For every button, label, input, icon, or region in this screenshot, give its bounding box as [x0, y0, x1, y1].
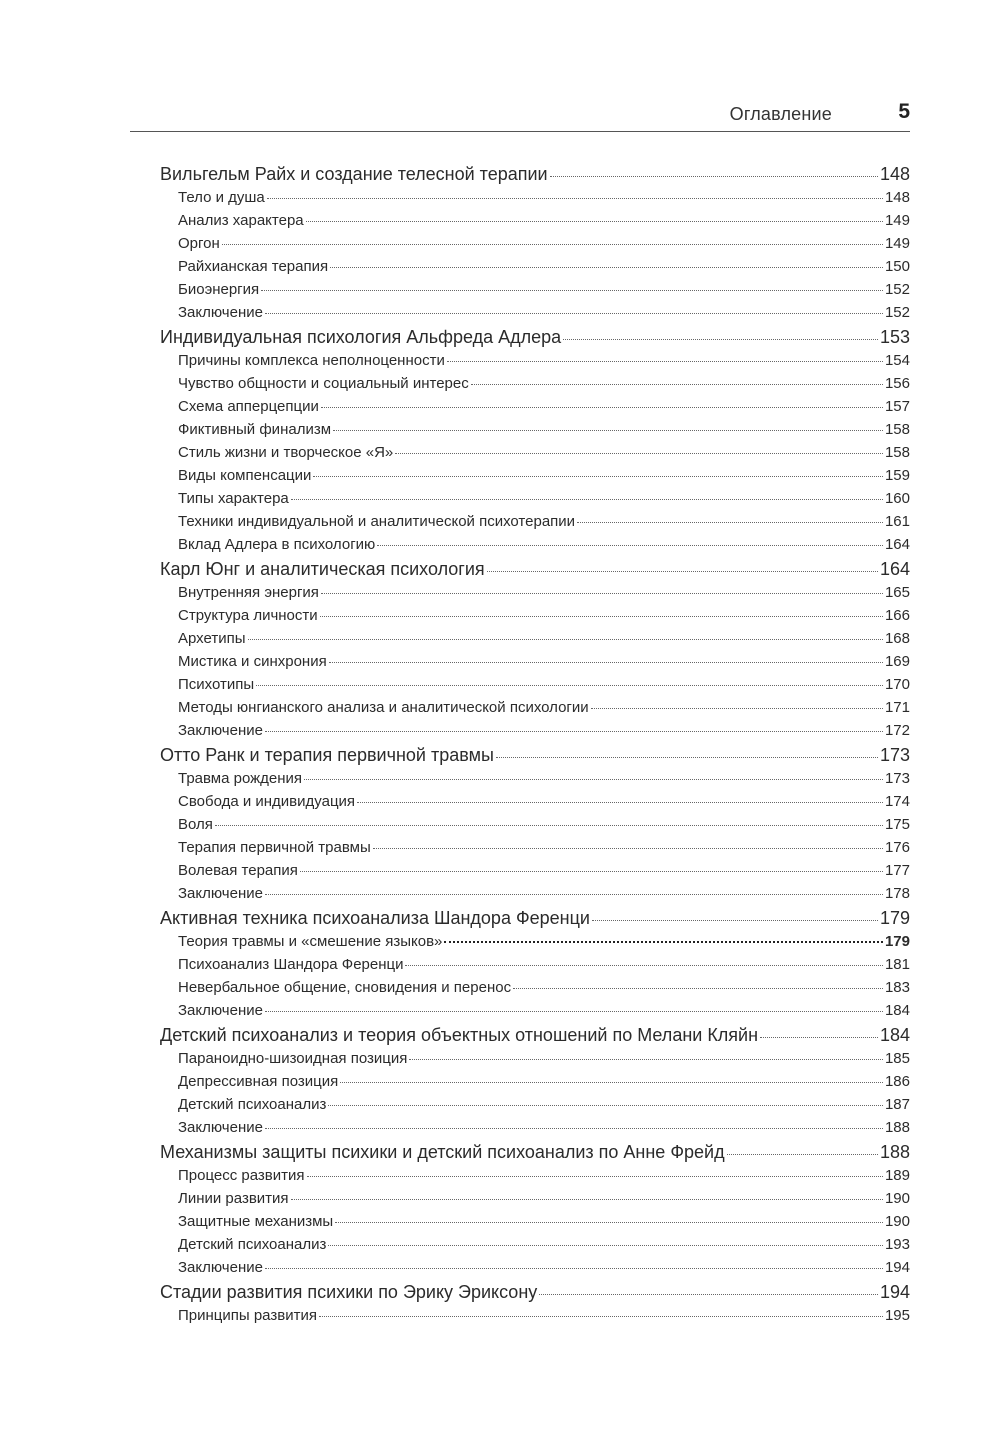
- toc-entry-page: 190: [884, 1190, 910, 1207]
- toc-chapter-entry[interactable]: [160, 745, 910, 770]
- toc-entry-title: Методы юнгианского анализа и аналитической психологии: [178, 699, 589, 716]
- toc-entry-title: Техники индивидуальной и аналитической психотерапии: [178, 513, 576, 530]
- toc-section-entry[interactable]: [160, 375, 910, 398]
- toc-entry-page: 188: [884, 1119, 910, 1136]
- dot-leader: [395, 453, 883, 454]
- toc-section-entry[interactable]: [160, 189, 910, 212]
- toc-chapter-entry[interactable]: [160, 908, 910, 933]
- dot-leader: [291, 1199, 883, 1200]
- header-rule: [130, 131, 910, 132]
- toc-chapter-entry[interactable]: [160, 164, 910, 189]
- toc-section-entry[interactable]: [160, 1213, 910, 1236]
- toc-entry-title: Психотипы: [178, 676, 255, 693]
- toc-section-entry[interactable]: [160, 885, 910, 908]
- toc-entry-page: 169: [884, 653, 910, 670]
- dot-leader: [760, 1037, 878, 1038]
- dot-leader: [727, 1154, 878, 1155]
- dot-leader: [328, 1245, 883, 1246]
- toc-entry-page: 156: [884, 375, 910, 392]
- toc-section-entry[interactable]: [160, 212, 910, 235]
- dot-leader: [304, 779, 883, 780]
- toc-entry-title: Стадии развития психики по Эрику Эриксону: [160, 1282, 538, 1302]
- toc-entry-page: 149: [884, 212, 910, 229]
- toc-entry-title: Невербальное общение, сновидения и перенос: [178, 979, 512, 996]
- dot-leader: [261, 290, 883, 291]
- toc-section-entry[interactable]: [160, 1073, 910, 1096]
- toc-entry-page: 171: [884, 699, 910, 716]
- dot-leader: [267, 198, 883, 199]
- dot-leader: [405, 965, 882, 966]
- dot-leader: [513, 988, 883, 989]
- toc-entry-page: 157: [884, 398, 910, 415]
- toc-entry-page: 184: [884, 1002, 910, 1019]
- toc-entry-page: 160: [884, 490, 910, 507]
- toc-section-entry[interactable]: [160, 467, 910, 490]
- toc-entry-page: 184: [879, 1025, 910, 1045]
- toc-entry-page: 164: [879, 559, 910, 579]
- dot-leader: [307, 1176, 883, 1177]
- toc-entry-title: Свобода и индивидуация: [178, 793, 356, 810]
- toc-entry-page: 150: [884, 258, 910, 275]
- toc-entry-title: Биоэнергия: [178, 281, 260, 298]
- dot-leader: [340, 1082, 883, 1083]
- toc-section-entry[interactable]: [160, 722, 910, 745]
- toc-entry-page: 148: [884, 189, 910, 206]
- toc-section-entry[interactable]: [160, 1307, 910, 1330]
- running-header-title: Оглавление: [729, 104, 832, 124]
- toc-entry-title: Параноидно-шизоидная позиция: [178, 1050, 408, 1067]
- toc-section-entry[interactable]: [160, 956, 910, 979]
- toc-entry-title: Защитные механизмы: [178, 1213, 334, 1230]
- toc-entry-page: 165: [884, 584, 910, 601]
- dot-leader: [592, 920, 878, 921]
- toc-entry-page: 177: [884, 862, 910, 879]
- toc-section-entry[interactable]: [160, 816, 910, 839]
- toc-section-entry[interactable]: [160, 1167, 910, 1190]
- toc-section-entry[interactable]: [160, 676, 910, 699]
- toc-entry-page: 172: [884, 722, 910, 739]
- toc-section-entry[interactable]: [160, 421, 910, 444]
- toc-entry-page: 193: [884, 1236, 910, 1253]
- toc-section-entry[interactable]: [160, 304, 910, 327]
- toc-entry-page: 153: [879, 327, 910, 347]
- toc-entry-page: 173: [884, 770, 910, 787]
- toc-entry-title: Стиль жизни и творческое «Я»: [178, 444, 394, 461]
- toc-entry-title: Райхианская терапия: [178, 258, 329, 275]
- dot-leader: [265, 1011, 883, 1012]
- toc-chapter-entry[interactable]: [160, 1282, 910, 1307]
- toc-section-entry[interactable]: [160, 699, 910, 722]
- dot-leader: [321, 593, 883, 594]
- toc-section-entry[interactable]: [160, 258, 910, 281]
- dot-leader: [409, 1059, 883, 1060]
- toc-entry-title: Виды компенсации: [178, 467, 312, 484]
- dot-leader: [357, 802, 883, 803]
- toc-chapter-entry[interactable]: [160, 559, 910, 584]
- toc-entry-page: 152: [884, 304, 910, 321]
- toc-entry-title: Механизмы защиты психики и детский психоанализ по Анне Фрейд: [160, 1142, 725, 1162]
- toc-section-entry[interactable]: [160, 1096, 910, 1119]
- dot-leader: [215, 825, 883, 826]
- toc-entry-page: 188: [879, 1142, 910, 1162]
- dot-leader: [265, 313, 883, 314]
- dot-leader: [329, 662, 883, 663]
- toc-entry-page: 194: [884, 1259, 910, 1276]
- dot-leader: [328, 1105, 883, 1106]
- toc-section-entry[interactable]: [160, 653, 910, 676]
- toc-entry-title: Структура личности: [178, 607, 318, 624]
- toc-entry-title: Архетипы: [178, 630, 246, 647]
- toc-entry-title: Чувство общности и социальный интерес: [178, 375, 469, 392]
- dot-leader: [300, 871, 883, 872]
- dot-leader: [222, 244, 883, 245]
- toc-entry-title: Вильгельм Райх и создание телесной терапии: [160, 164, 548, 184]
- toc-section-entry[interactable]: [160, 1190, 910, 1213]
- toc-entry-title: Заключение: [178, 1119, 263, 1136]
- toc-entry-title: Линии развития: [178, 1190, 289, 1207]
- toc-entry-title: Заключение: [178, 1002, 263, 1019]
- toc-entry-title: Внутренняя энергия: [178, 584, 319, 601]
- dot-leader: [319, 1316, 883, 1317]
- toc-entry-page: 181: [884, 956, 910, 973]
- toc-entry-title: Причины комплекса неполноценности: [178, 352, 445, 369]
- toc-entry-title: Вклад Адлера в психологию: [178, 536, 376, 553]
- dot-leader: [377, 545, 883, 546]
- dot-leader: [444, 941, 883, 943]
- toc-entry-page: 174: [884, 793, 910, 810]
- toc-section-entry[interactable]: [160, 607, 910, 630]
- toc-section-entry[interactable]: [160, 979, 910, 1002]
- dot-leader: [577, 522, 883, 523]
- toc-entry-page: 186: [884, 1073, 910, 1090]
- toc-section-entry[interactable]: [160, 536, 910, 559]
- dot-leader: [496, 757, 878, 758]
- toc-entry-page: 175: [884, 816, 910, 833]
- dot-leader: [335, 1222, 883, 1223]
- toc-entry-title: Травма рождения: [178, 770, 303, 787]
- dot-leader: [265, 1268, 883, 1269]
- dot-leader: [471, 384, 883, 385]
- toc-entry-title: Принципы развития: [178, 1307, 317, 1324]
- page-number: 5: [898, 100, 910, 123]
- toc-chapter-entry[interactable]: [160, 327, 910, 352]
- toc-section-entry[interactable]: [160, 1002, 910, 1025]
- dot-leader: [563, 339, 878, 340]
- toc-entry-page: 152: [884, 281, 910, 298]
- toc-entry-page: 178: [884, 885, 910, 902]
- toc-section-entry[interactable]: [160, 513, 910, 536]
- toc-entry-title: Типы характера: [178, 490, 289, 507]
- toc-entry-page: 158: [884, 421, 910, 438]
- toc-entry-page: 173: [879, 745, 910, 765]
- toc-section-entry[interactable]: [160, 398, 910, 421]
- toc-entry-page: 161: [884, 513, 910, 530]
- toc-section-entry[interactable]: [160, 490, 910, 513]
- dot-leader: [487, 571, 878, 572]
- toc-section-entry[interactable]: [160, 281, 910, 304]
- toc-entry-title: Депрессивная позиция: [178, 1073, 339, 1090]
- toc-entry-page: 149: [884, 235, 910, 252]
- dot-leader: [330, 267, 883, 268]
- toc-entry-title: Тело и душа: [178, 189, 265, 206]
- toc-entry-page: 195: [884, 1307, 910, 1324]
- dot-leader: [265, 894, 883, 895]
- toc-section-entry[interactable]: [160, 1050, 910, 1073]
- toc-section-entry[interactable]: [160, 933, 910, 956]
- toc-chapter-entry[interactable]: [160, 1142, 910, 1167]
- toc-section-entry[interactable]: [160, 1236, 910, 1259]
- toc-entry-title: Детский психоанализ и теория объектных отношений по Мелани Кляйн: [160, 1025, 759, 1045]
- toc-entry-title: Заключение: [178, 304, 263, 321]
- running-header: [130, 98, 910, 132]
- dot-leader: [550, 176, 878, 177]
- toc-entry-title: Заключение: [178, 722, 263, 739]
- toc-entry-page: 164: [884, 536, 910, 553]
- toc-entry-title: Детский психоанализ: [178, 1236, 327, 1253]
- toc-section-entry[interactable]: [160, 584, 910, 607]
- toc-entry-page: 158: [884, 444, 910, 461]
- toc-entry-title: Процесс развития: [178, 1167, 305, 1184]
- toc-entry-title: Волевая терапия: [178, 862, 298, 879]
- toc-entry-page: 189: [884, 1167, 910, 1184]
- toc-entry-title: Заключение: [178, 885, 263, 902]
- dot-leader: [256, 685, 883, 686]
- dot-leader: [291, 499, 883, 500]
- toc-section-entry[interactable]: [160, 770, 910, 793]
- dot-leader: [539, 1294, 878, 1295]
- toc-entry-title: Мистика и синхрония: [178, 653, 327, 670]
- toc-entry-page: 185: [884, 1050, 910, 1067]
- toc-entry-title: Воля: [178, 816, 213, 833]
- toc-section-entry[interactable]: [160, 793, 910, 816]
- toc-entry-title: Анализ характера: [178, 212, 304, 229]
- toc-entry-title: Отто Ранк и терапия первичной травмы: [160, 745, 494, 765]
- toc-entry-title: Фиктивный финализм: [178, 421, 332, 438]
- toc-entry-page: 179: [879, 908, 910, 928]
- dot-leader: [306, 221, 883, 222]
- toc-entry-page: 194: [879, 1282, 910, 1302]
- toc-section-entry[interactable]: [160, 862, 910, 885]
- dot-leader: [447, 361, 883, 362]
- toc-entry-title: Детский психоанализ: [178, 1096, 327, 1113]
- toc-entry-page: 187: [884, 1096, 910, 1113]
- toc-entry-page: 159: [884, 467, 910, 484]
- dot-leader: [591, 708, 883, 709]
- toc-entry-title: Индивидуальная психология Альфреда Адлера: [160, 327, 562, 347]
- toc-entry-page: 179: [884, 933, 910, 950]
- toc-section-entry[interactable]: [160, 630, 910, 653]
- dot-leader: [265, 1128, 883, 1129]
- table-of-contents: [160, 164, 910, 1330]
- toc-entry-page: 148: [879, 164, 910, 184]
- toc-entry-page: 176: [884, 839, 910, 856]
- dot-leader: [333, 430, 883, 431]
- dot-leader: [265, 731, 883, 732]
- toc-entry-page: 190: [884, 1213, 910, 1230]
- toc-section-entry[interactable]: [160, 444, 910, 467]
- dot-leader: [320, 616, 883, 617]
- toc-section-entry[interactable]: [160, 1119, 910, 1142]
- toc-entry-title: Терапия первичной травмы: [178, 839, 371, 856]
- dot-leader: [321, 407, 883, 408]
- toc-entry-title: Заключение: [178, 1259, 263, 1276]
- toc-entry-page: 166: [884, 607, 910, 624]
- dot-leader: [373, 848, 883, 849]
- toc-entry-title: Психоанализ Шандора Ференци: [178, 956, 404, 973]
- toc-entry-page: 183: [884, 979, 910, 996]
- toc-section-entry[interactable]: [160, 235, 910, 258]
- toc-section-entry[interactable]: [160, 352, 910, 375]
- toc-section-entry[interactable]: [160, 1259, 910, 1282]
- toc-entry-page: 154: [884, 352, 910, 369]
- dot-leader: [248, 639, 883, 640]
- toc-section-entry[interactable]: [160, 839, 910, 862]
- toc-entry-page: 170: [884, 676, 910, 693]
- toc-entry-title: Теория травмы и «смешение языков»: [178, 933, 443, 950]
- toc-entry-page: 168: [884, 630, 910, 647]
- toc-entry-title: Активная техника психоанализа Шандора Ференци: [160, 908, 590, 928]
- toc-entry-title: Оргон: [178, 235, 220, 252]
- toc-entry-title: Карл Юнг и аналитическая психология: [160, 559, 485, 579]
- dot-leader: [313, 476, 883, 477]
- toc-entry-title: Схема апперцепции: [178, 398, 319, 415]
- toc-chapter-entry[interactable]: [160, 1025, 910, 1050]
